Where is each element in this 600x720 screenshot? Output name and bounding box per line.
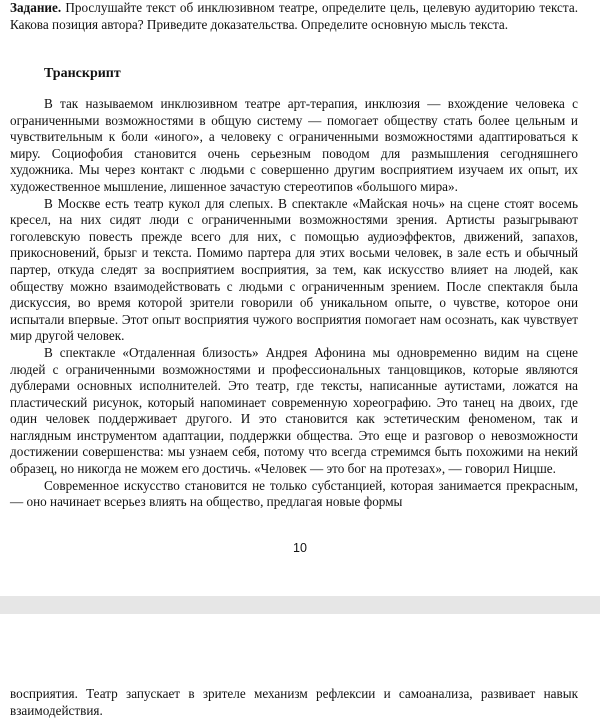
paragraph: восприятия. Театр запускает в зрителе механизм рефлексии и самоанализа, развивает навык взаимодействия.: [10, 686, 578, 718]
paragraph: В Москве есть театр кукол для слепых. В спектакле «Майская ночь» на сцене стоят восемь кресел, на них сидят люди с ограниченными возможностями зрения. Артисты разыгрывают гоголевскую повесть прежде всего для них, с помощью аудиоэффектов, движений, запахов, прикосновений, брызг и текста. Помимо партера для этих восьми человек, в зале есть и обычный партер, откуда следят за восприятием восприятия, за тем, как искусство влияет на людей, как обществу можно взаимодействовать с людьми с ограниченным зрением. После спектакля была дискуссия, во время которой зрители говорили об уникальном опыте, о чувстве, которое они испытали впервые. Этот опыт восприятия чужого восприятия помогает нам осознать, как чувствует мир другой человек.: [10, 195, 578, 344]
page-number: 10: [293, 541, 307, 555]
paragraph: В спектакле «Отдаленная близость» Андрея Афонина мы одновременно видим на сцене людей с ограниченными возможностями и профессиональных танцовщиков, которые являются дублерами основных исполнителей. Это театр, где тексты, написанные аутистами, ложатся на пластический рисунок, который напоминает современную хореографию. Это танец на двоих, где один человек поддерживает другого. И это становится как эстетическим феноменом, так и наглядным инструментом адаптации, поддержки общества. Это еще и разговор о невозможности достижении совершенства: мы узнаем себя, потому что всегда стремимся быть похожими на некий образец, но никогда не можем его достичь. «Человек — это бог на протезах», — говорил Ницше.: [10, 344, 578, 477]
page-separator: [0, 596, 600, 614]
task-label: Задание.: [10, 0, 62, 15]
task-instructions: [10, 0, 578, 33]
section-heading: Транскрипт: [44, 66, 121, 81]
transcript-body: [10, 96, 578, 511]
paragraph: В так называемом инклюзивном театре арт-терапия, инклюзия — вхождение человека с ограниченными возможностями в общую систему — помогает обществу стать более цельным и чувствительным к боли «иного», а человеку с ограниченными возможностями адаптироваться к миру. Социофобия становится очень серьезным поводом для размышления сегодняшнего художника. Мы через контакт с людьми с совершенно другим восприятием изучаем их опыт, их художественное мышление, лишенное зачастую стереотипов «большого мира».: [10, 96, 578, 194]
task-text: Прослушайте текст об инклюзивном театре, определите цель, целевую аудиторию текста. Какова позиция автора? Приведите доказательства. Определите основную мысль текста.: [10, 0, 578, 32]
continuation-text: [10, 686, 578, 719]
page-11: [0, 614, 600, 720]
paragraph: Современное искусство становится не только субстанцией, которая занимается прекрасным, — оно начинает всерьез влиять на общество, предлагая новые формы: [10, 477, 578, 510]
